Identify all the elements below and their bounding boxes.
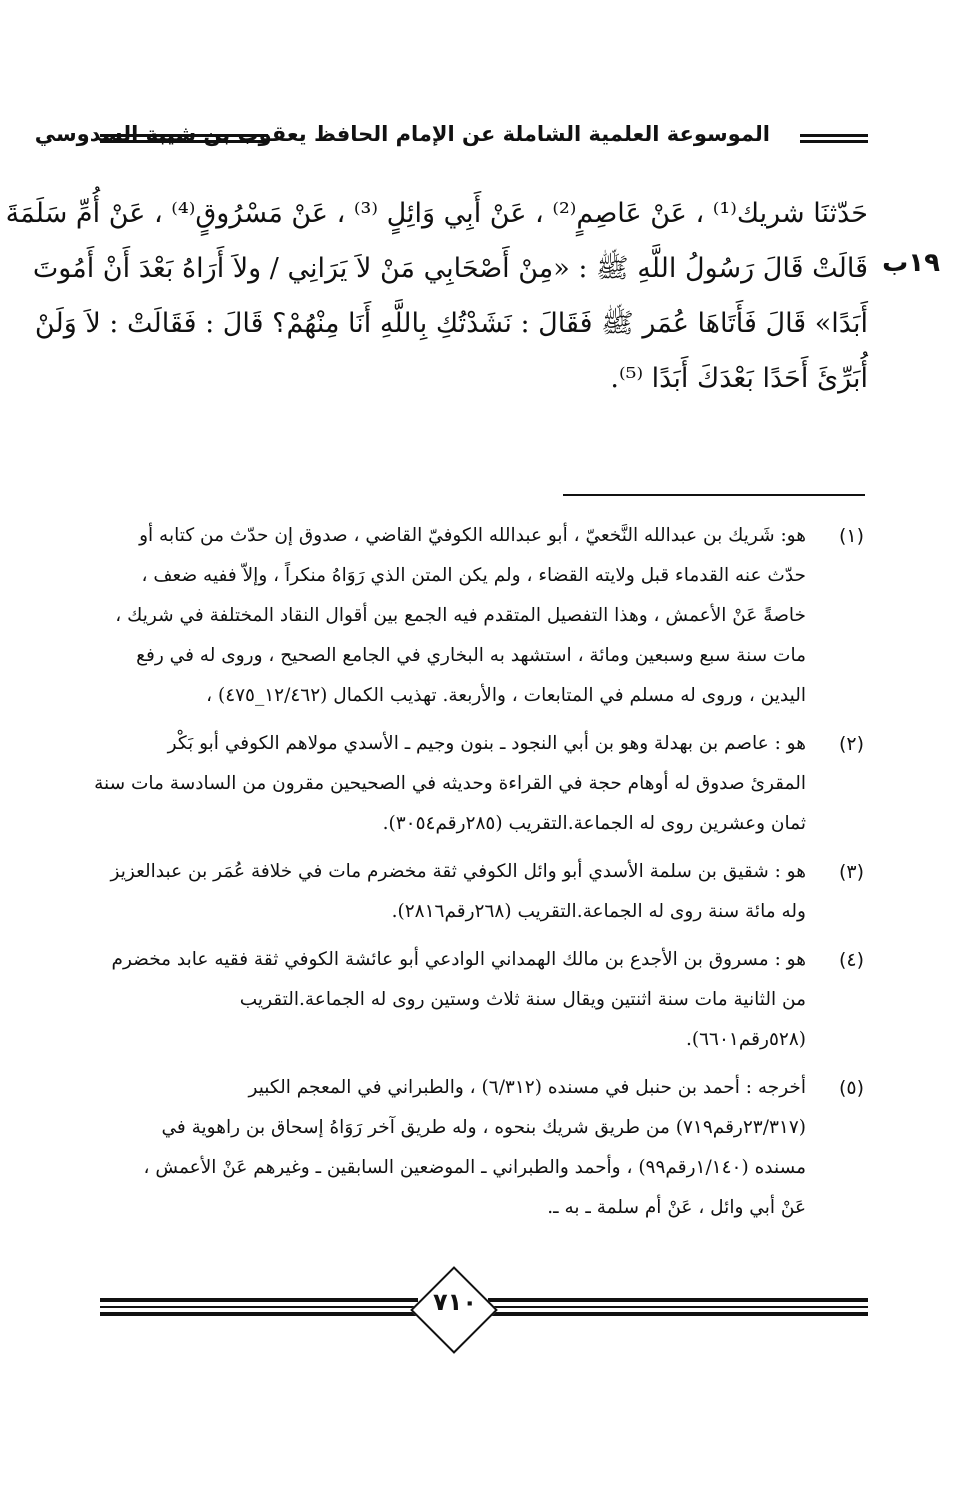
hadith-line: حَدّثنَا شريك⁽¹⁾ ، عَنْ عَاصِمٍ⁽²⁾ ، عَنْ أَبِي وَائِلٍ ⁽³⁾ ، عَنْ مَسْرُوقٍ⁽⁴⁾ ، عَنْ أُمِّ سَلَمَةَ bbox=[5, 198, 868, 229]
footnote-line: ثمان وعشرين روى له الجماعة.التقريب (٢٨٥رقم٣٠٥٤). bbox=[382, 813, 806, 834]
footnote-line: هو : مسروق بن الأجدع بن مالك الهمداني الوادعي أبو عائشة الكوفي ثقة فقيه عابد مخضرم bbox=[111, 949, 806, 970]
footnote-line: (٥٢٨رقم٦٦٠١). bbox=[686, 1029, 806, 1050]
footer-rule-right-thick bbox=[488, 1312, 868, 1316]
footnote-1 bbox=[100, 516, 868, 716]
footnote-line: من الثانية مات سنة اثنتين ويقال سنة ثلاث وستين روى له الجماعة.التقريب bbox=[239, 989, 806, 1010]
footnote-line: حدّث عنه القدماء قبل ولايته القضاء ، ولم يكن المتن الذي رَوَاهُ منكراً ، وإلاّ ففيه ضعف ، bbox=[141, 565, 806, 586]
hadith-text bbox=[5, 186, 868, 406]
page-number: ٧١٠ bbox=[433, 1288, 477, 1316]
folio-margin-note: ١٩ب bbox=[882, 248, 940, 278]
footnote-line: مسنده (١/١٤٠رقم٩٩) ، وأحمد والطبراني ـ الموضعين السابقين ـ وغيرهم عَنْ الأعمش ، bbox=[143, 1157, 806, 1178]
footnote-line: مات سنة سبع وسبعين ومائة ، استشهد به البخاري في الجامع الصحيح ، وروى له في رفع bbox=[136, 645, 806, 666]
footnote-line: أخرجه : أحمد بن حنبل في مسنده (٦/٣١٢) ، والطبراني في المعجم الكبير bbox=[248, 1077, 806, 1098]
footnote-line: (٢٣/٣١٧رقم٧١٩) من طريق شريك بنحوه ، وله طريق آخر رَوَاهُ إسحاق بن راهوية في bbox=[161, 1117, 806, 1138]
footnote-line: هو : عاصم بن بهدلة وهو بن أبي النجود ـ بنون وجيم ـ الأسدي مولاهم الكوفي أبو بَكْر bbox=[167, 733, 806, 754]
footnote-line: عَنْ أبي وائل ، عَنْ أم سلمة ـ به ـ. bbox=[547, 1197, 806, 1218]
header-rule-right-top bbox=[800, 134, 868, 137]
hadith-line: أَبَدًا» قَالَ فَأَتَاهَا عُمَر ﷺ فَقَالَ : نَشَدْتُكِ بِاللَّهِ أَنَا مِنْهُمْ؟ قَالَ : فَقَالَتْ : لاَ وَلَنْ bbox=[34, 308, 868, 339]
footer-rule-left-thick bbox=[100, 1312, 418, 1316]
footnote-line: هو : شقيق بن سلمة الأسدي أبو وائل الكوفي ثقة مخضرم مات في خلافة عُمَر بن عبدالعزيز bbox=[110, 861, 806, 882]
footnote-4 bbox=[100, 940, 868, 1060]
footnote-line: خاصةً عَنْ الأعمش ، وهذا التفصيل المتقدم فيه الجمع بين أقوال النقاد المختلفة في شريك ، bbox=[115, 605, 806, 626]
footnote-line: هو: شَريك بن عبدالله النَّخعيّ ، أبو عبدالله الكوفيّ القاضي ، صدوق إن حدّث من كتابه أو bbox=[139, 525, 806, 546]
footer-rule-right-thick bbox=[488, 1298, 868, 1302]
footnote-5 bbox=[100, 1068, 868, 1228]
footnote-number: (٢) bbox=[838, 733, 864, 755]
header-rule-right-bottom bbox=[800, 140, 868, 143]
page-footer bbox=[100, 1268, 868, 1348]
footer-rule-left-thick bbox=[100, 1298, 418, 1302]
footnotes bbox=[94, 516, 868, 1236]
header-title: الموسوعة العلمية الشاملة عن الإمام الحافظ يعقوب بن شيبة السدوسي bbox=[34, 122, 770, 146]
running-header bbox=[34, 118, 868, 162]
footnote-3 bbox=[100, 852, 868, 932]
footer-rule-left-thin bbox=[100, 1306, 418, 1308]
footnote-separator bbox=[563, 494, 865, 496]
hadith-line: أُبَرِّئَ أَحَدًا بَعْدَكَ أَبَدًا ⁽⁵⁾. bbox=[610, 363, 868, 394]
footnote-number: (٥) bbox=[838, 1077, 864, 1099]
footnote-line: وله مائة سنة روى له الجماعة.التقريب (٢٦٨رقم٢٨١٦). bbox=[391, 901, 806, 922]
footnote-number: (٤) bbox=[838, 949, 864, 971]
footnote-number: (١) bbox=[838, 525, 864, 547]
footer-rule-right-thin bbox=[488, 1306, 868, 1308]
hadith-line: قَالَتْ قَالَ رَسُولُ اللَّهِ ﷺ : «مِنْ أَصْحَابِي مَنْ لاَ يَرَانِي / ولاَ أَرَاهُ بَعْدَ أَنْ أَمُوتَ bbox=[32, 253, 868, 284]
footnote-line: اليدين ، وروى له مسلم في المتابعات ، والأربعة. تهذيب الكمال (١٢/٤٦٢_٤٧٥) ، bbox=[206, 685, 806, 706]
footnote-2 bbox=[94, 724, 868, 844]
footnote-number: (٣) bbox=[838, 861, 864, 883]
footnote-line: المقرئ صدوق له أوهام حجة في القراءة وحديثه في الصحيحين مقرون من السادسة مات سنة bbox=[94, 773, 806, 794]
